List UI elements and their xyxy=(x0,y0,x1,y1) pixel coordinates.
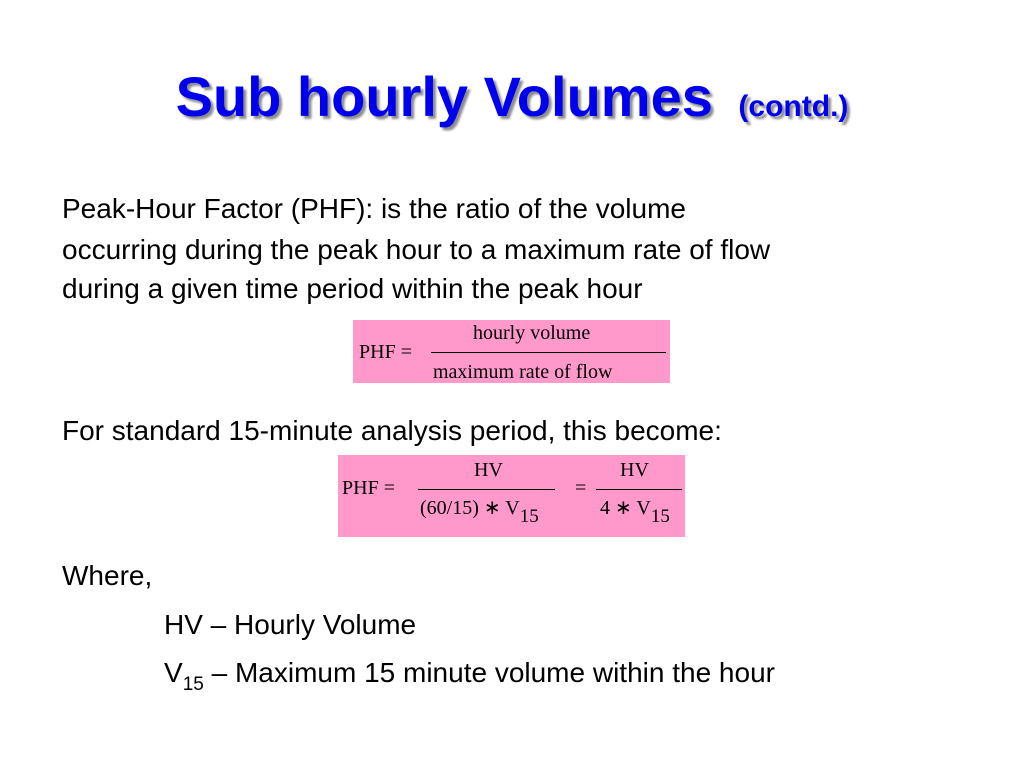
phf2-fraction-bar-1 xyxy=(418,489,555,490)
definition-line-1: Peak-Hour Factor (PHF): is the ratio of the volume xyxy=(62,193,686,224)
definition-hv: HV – Hourly Volume xyxy=(164,609,417,640)
phf-15min-formula-box xyxy=(338,455,685,537)
phf2-numerator-2: HV xyxy=(620,459,649,481)
phf-denominator: maximum rate of flow xyxy=(433,361,613,383)
phf2-numerator-1: HV xyxy=(474,459,503,481)
phf-numerator: hourly volume xyxy=(473,322,591,344)
phf2-lhs: PHF = xyxy=(342,477,395,499)
definition-line-2: occurring during the peak hour to a maximum rate of flow xyxy=(62,234,771,265)
v15-symbol: V xyxy=(164,657,183,688)
phf2-denominator-2: 4 ∗ V15 xyxy=(600,497,670,527)
definition-v15 xyxy=(164,652,775,698)
slide-title-main: Sub hourly Volumes xyxy=(175,65,713,128)
phf2-denominator-1: (60/15) ∗ V15 xyxy=(420,497,539,527)
where-label: Where, xyxy=(62,560,153,591)
slide-title-contd: (contd.) xyxy=(738,90,849,123)
v15-subscript: 15 xyxy=(182,674,204,695)
phf-formula-box xyxy=(353,320,670,383)
phf2-fraction-bar-2 xyxy=(596,489,682,490)
phf-lhs: PHF = xyxy=(359,341,412,363)
v15-description: – Maximum 15 minute volume within the hour xyxy=(203,657,775,688)
definition-line-3: during a given time period within the peak hour xyxy=(62,273,643,304)
phf2-equals: = xyxy=(575,477,587,499)
standard-period-text: For standard 15-minute analysis period, this become: xyxy=(62,415,722,446)
slide-title xyxy=(0,62,1024,142)
phf-fraction-bar xyxy=(431,352,666,353)
